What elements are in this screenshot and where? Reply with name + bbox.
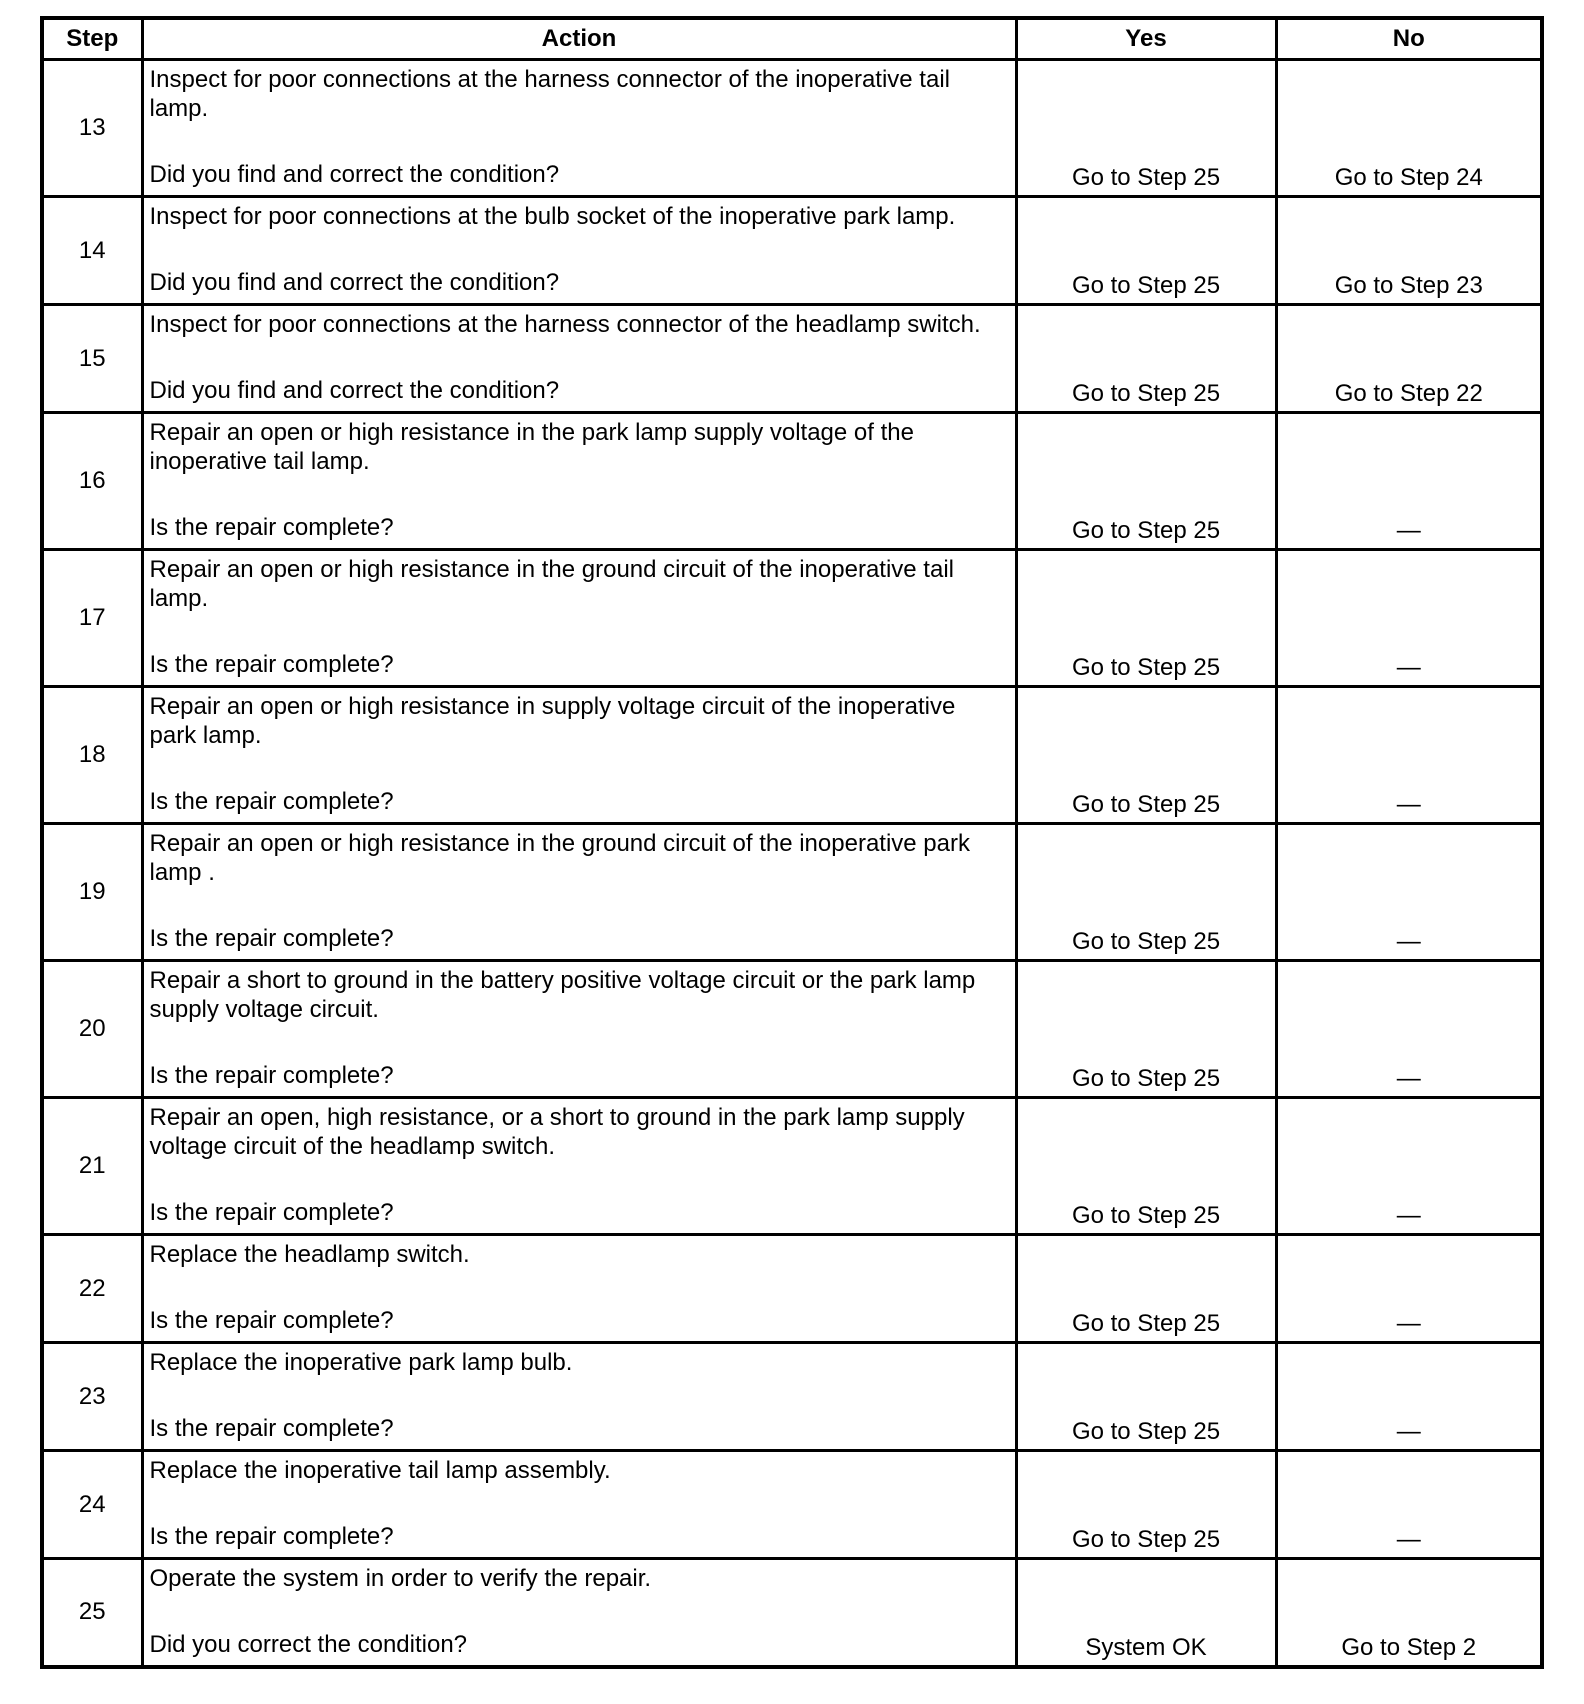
table-row bbox=[42, 305, 1542, 413]
action-cell bbox=[142, 824, 1016, 961]
action-question: Is the repair complete? bbox=[149, 1523, 394, 1550]
yes-result: Go to Step 25 bbox=[1016, 687, 1276, 824]
header-action: Action bbox=[142, 18, 1016, 60]
action-instruction: Repair an open or high resistance in supply voltage circuit of the inoperative park lamp. bbox=[149, 693, 956, 749]
no-result: Go to Step 2 bbox=[1276, 1559, 1542, 1667]
action-question: Is the repair complete? bbox=[149, 1307, 394, 1334]
action-question: Is the repair complete? bbox=[149, 788, 394, 815]
action-instruction: Repair a short to ground in the battery positive voltage circuit or the park lamp supply voltage circuit. bbox=[149, 967, 976, 1023]
table-row bbox=[42, 1451, 1542, 1559]
action-cell bbox=[142, 550, 1016, 687]
step-number: 15 bbox=[42, 305, 142, 413]
action-instruction: Inspect for poor connections at the harness connector of the headlamp switch. bbox=[149, 311, 981, 338]
action-cell bbox=[142, 1098, 1016, 1235]
step-number: 17 bbox=[42, 550, 142, 687]
action-instruction: Inspect for poor connections at the bulb socket of the inoperative park lamp. bbox=[149, 203, 956, 230]
no-result: — bbox=[1276, 1451, 1542, 1559]
action-cell bbox=[142, 1451, 1016, 1559]
table-row bbox=[42, 60, 1542, 197]
action-instruction: Repair an open, high resistance, or a short to ground in the park lamp supply voltage circuit of the headlamp switch. bbox=[149, 1104, 965, 1160]
yes-result: Go to Step 25 bbox=[1016, 961, 1276, 1098]
action-question: Is the repair complete? bbox=[149, 925, 394, 952]
table-header-row bbox=[42, 18, 1542, 60]
yes-result: Go to Step 25 bbox=[1016, 550, 1276, 687]
action-cell bbox=[142, 687, 1016, 824]
no-result: — bbox=[1276, 550, 1542, 687]
action-instruction: Inspect for poor connections at the harness connector of the inoperative tail lamp. bbox=[149, 66, 950, 122]
no-result: — bbox=[1276, 1098, 1542, 1235]
table-row bbox=[42, 550, 1542, 687]
table-row bbox=[42, 1559, 1542, 1667]
table-row bbox=[42, 687, 1542, 824]
action-question: Is the repair complete? bbox=[149, 1415, 394, 1442]
action-instruction: Operate the system in order to verify the repair. bbox=[149, 1565, 652, 1592]
action-question: Did you find and correct the condition? bbox=[149, 269, 560, 296]
action-question: Is the repair complete? bbox=[149, 651, 394, 678]
no-result: — bbox=[1276, 687, 1542, 824]
step-number: 24 bbox=[42, 1451, 142, 1559]
step-number: 21 bbox=[42, 1098, 142, 1235]
table-row bbox=[42, 824, 1542, 961]
yes-result: Go to Step 25 bbox=[1016, 1235, 1276, 1343]
step-number: 20 bbox=[42, 961, 142, 1098]
no-result: — bbox=[1276, 1235, 1542, 1343]
action-instruction: Replace the headlamp switch. bbox=[149, 1241, 470, 1268]
action-cell bbox=[142, 1559, 1016, 1667]
yes-result: Go to Step 25 bbox=[1016, 824, 1276, 961]
no-result: Go to Step 24 bbox=[1276, 60, 1542, 197]
header-no: No bbox=[1276, 18, 1542, 60]
step-number: 16 bbox=[42, 413, 142, 550]
action-cell bbox=[142, 961, 1016, 1098]
yes-result: Go to Step 25 bbox=[1016, 1098, 1276, 1235]
yes-result: Go to Step 25 bbox=[1016, 1451, 1276, 1559]
no-result: Go to Step 22 bbox=[1276, 305, 1542, 413]
header-yes: Yes bbox=[1016, 18, 1276, 60]
yes-result: Go to Step 25 bbox=[1016, 197, 1276, 305]
yes-result: Go to Step 25 bbox=[1016, 305, 1276, 413]
action-cell bbox=[142, 305, 1016, 413]
step-number: 25 bbox=[42, 1559, 142, 1667]
table-row bbox=[42, 197, 1542, 305]
diagnostic-table bbox=[40, 16, 1544, 1669]
action-cell bbox=[142, 197, 1016, 305]
action-instruction: Repair an open or high resistance in the park lamp supply voltage of the inoperative tail lamp. bbox=[149, 419, 914, 475]
no-result: Go to Step 23 bbox=[1276, 197, 1542, 305]
action-instruction: Repair an open or high resistance in the ground circuit of the inoperative park lamp . bbox=[149, 830, 970, 886]
yes-result: Go to Step 25 bbox=[1016, 413, 1276, 550]
yes-result: Go to Step 25 bbox=[1016, 60, 1276, 197]
action-cell bbox=[142, 60, 1016, 197]
action-question: Is the repair complete? bbox=[149, 514, 394, 541]
action-question: Did you find and correct the condition? bbox=[149, 161, 560, 188]
table-row bbox=[42, 1098, 1542, 1235]
step-number: 23 bbox=[42, 1343, 142, 1451]
no-result: — bbox=[1276, 824, 1542, 961]
action-instruction: Replace the inoperative tail lamp assembly. bbox=[149, 1457, 611, 1484]
diagnostic-table-container bbox=[40, 16, 1540, 1669]
no-result: — bbox=[1276, 413, 1542, 550]
action-cell bbox=[142, 1343, 1016, 1451]
action-instruction: Repair an open or high resistance in the ground circuit of the inoperative tail lamp. bbox=[149, 556, 954, 612]
no-result: — bbox=[1276, 961, 1542, 1098]
action-cell bbox=[142, 413, 1016, 550]
no-result: — bbox=[1276, 1343, 1542, 1451]
step-number: 22 bbox=[42, 1235, 142, 1343]
table-row bbox=[42, 1343, 1542, 1451]
yes-result: System OK bbox=[1016, 1559, 1276, 1667]
action-question: Is the repair complete? bbox=[149, 1199, 394, 1226]
table-row bbox=[42, 413, 1542, 550]
action-cell bbox=[142, 1235, 1016, 1343]
step-number: 14 bbox=[42, 197, 142, 305]
action-question: Is the repair complete? bbox=[149, 1062, 394, 1089]
step-number: 13 bbox=[42, 60, 142, 197]
header-step: Step bbox=[42, 18, 142, 60]
action-instruction: Replace the inoperative park lamp bulb. bbox=[149, 1349, 573, 1376]
yes-result: Go to Step 25 bbox=[1016, 1343, 1276, 1451]
table-row bbox=[42, 961, 1542, 1098]
step-number: 18 bbox=[42, 687, 142, 824]
step-number: 19 bbox=[42, 824, 142, 961]
table-row bbox=[42, 1235, 1542, 1343]
action-question: Did you find and correct the condition? bbox=[149, 377, 560, 404]
action-question: Did you correct the condition? bbox=[149, 1631, 468, 1658]
